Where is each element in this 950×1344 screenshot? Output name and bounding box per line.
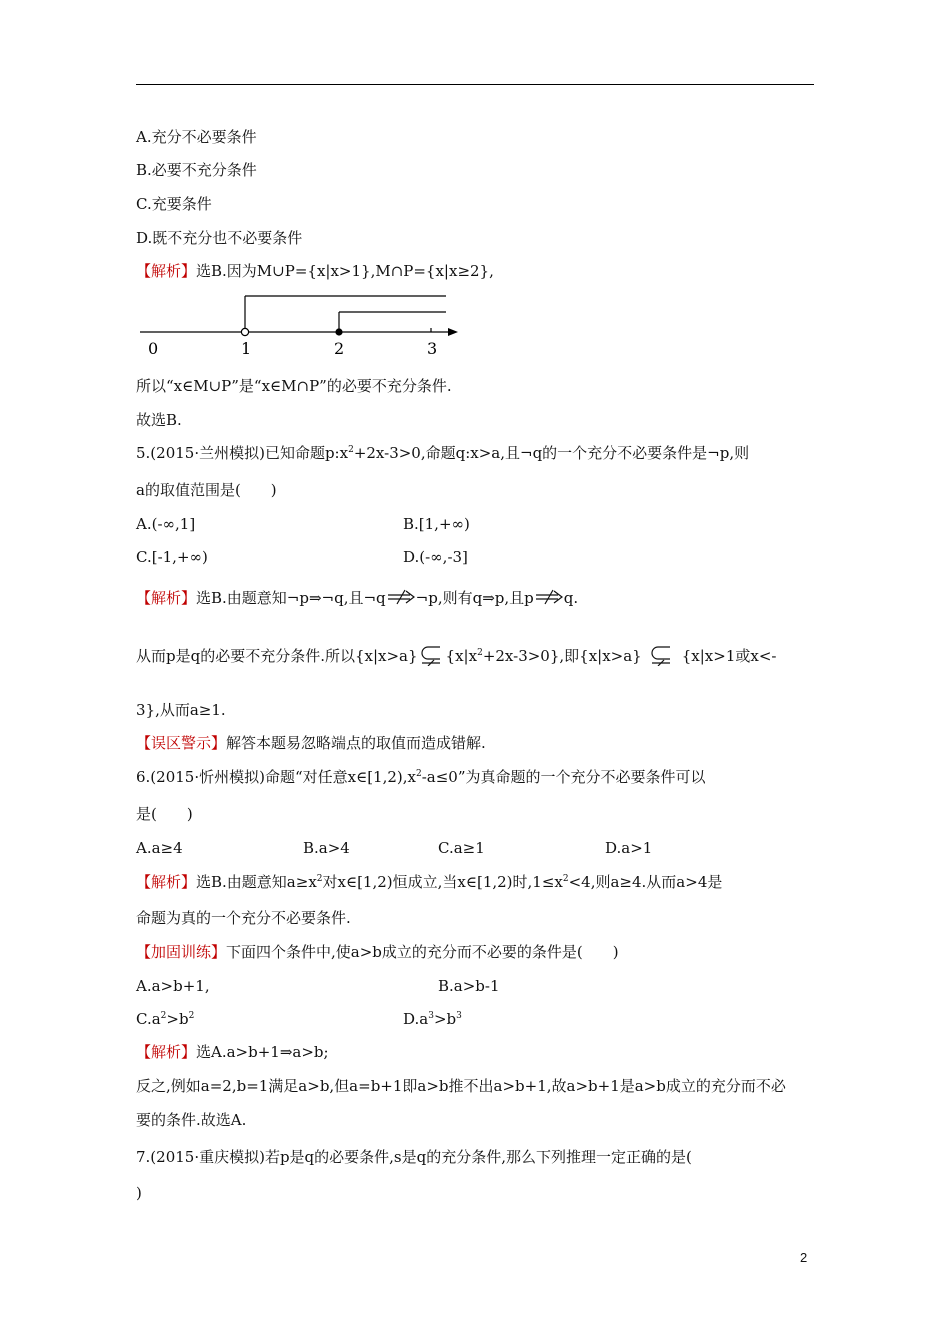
q7-stem-line2: ) (136, 1184, 142, 1202)
header-rule (136, 84, 814, 85)
option-a: A.充分不必要条件 (136, 128, 257, 146)
option-b: B.必要不充分条件 (136, 161, 257, 179)
reinforce-solution-tag: 【解析】 (136, 1043, 197, 1061)
analysis-4-conclusion: 所以“x∈M∪P”是“x∈M∩P”的必要不充分条件. (136, 377, 452, 395)
analysis-4: 【解析】选B.因为M∪P={x|x>1},M∩P={x|x≥2}, (136, 262, 494, 280)
not-implies-symbol (534, 587, 564, 607)
reinforce-option-b: B.a>b-1 (438, 977, 500, 995)
q5-solution-line1: 【解析】选B.由题意知¬p⇒¬q,且¬q ¬p,则有q⇒p,且p q. (136, 589, 579, 607)
q6-option-b: B.a>4 (303, 839, 350, 857)
analysis-tag: 【解析】 (136, 262, 197, 280)
reinforce-option-c: $C.a^2>b^2$ (136, 1010, 195, 1028)
option-c: C.充要条件 (136, 195, 212, 213)
open-point-1 (241, 328, 248, 335)
q5-option-c: C.[-1,+∞) (136, 548, 208, 566)
q5-warning: 【误区警示】解答本题易忽略端点的取值而造成错解. (136, 734, 486, 752)
proper-subset-symbol (418, 644, 446, 666)
q6-solution-line1: 【解析】选B.由题意知$a\ge x^2$对x∈[1,2)恒成立,当x∈[1,2)时$,1\le x^2<4$,则a≥4.从而a>4是 (136, 873, 723, 891)
warning-tag: 【误区警示】 (136, 734, 227, 752)
reinforce-solution-line1: 【解析】选A.a>b+1⇒a>b; (136, 1043, 329, 1061)
q6-stem-line1: 6.(2015·忻州模拟)命题“对任意$x\in[1,2),x^2-a\le 0$”为真命题的一个充分不必要条件可以 (136, 768, 706, 786)
label-0: 0 (148, 339, 159, 358)
q5-option-b: B.[1,+∞) (403, 515, 470, 533)
q6-option-a: A.a≥4 (136, 839, 183, 857)
q5-solution-tag: 【解析】 (136, 589, 197, 607)
axis-arrow (448, 328, 458, 336)
reinforce-solution-line3: 要的条件.故选A. (136, 1111, 247, 1129)
reinforce-solution-line2: 反之,例如a=2,b=1满足a>b,但a=b+1即a>b推不出a>b+1,故a>b+1是a>b成立的充分而不必 (136, 1077, 786, 1095)
q6-stem-line2: 是( ) (136, 805, 193, 823)
page-number: 2 (800, 1250, 808, 1265)
not-implies-symbol (386, 587, 416, 607)
number-line-figure (136, 292, 466, 362)
closed-point-2 (335, 328, 342, 335)
q5-option-a: A.(-∞,1] (136, 515, 196, 533)
option-d: D.既不充分也不必要条件 (136, 229, 303, 247)
label-1: 1 (241, 339, 252, 358)
analysis-4-final: 故选B. (136, 411, 182, 429)
q6-option-c: C.a≥1 (438, 839, 485, 857)
q5-stem-line1: 5.(2015·兰州模拟)已知命题$p:x^2+2x-3>0$,命题q:x>a,且¬q的一个充分不必要条件是¬p,则 (136, 444, 750, 462)
reinforce-option-d: $D.a^3>b^3$ (403, 1010, 462, 1028)
q5-solution-line3: 3},从而a≥1. (136, 701, 226, 719)
label-3: 3 (427, 339, 438, 358)
q6-option-d: D.a>1 (605, 839, 653, 857)
q7-stem-line1: 7.(2015·重庆模拟)若p是q的必要条件,s是q的充分条件,那么下列推理一定正确的是( (136, 1148, 692, 1166)
proper-subset-symbol (642, 644, 682, 666)
q6-solution-line2: 命题为真的一个充分不必要条件. (136, 909, 351, 927)
q6-solution-tag: 【解析】 (136, 873, 197, 891)
reinforce-option-a: A.a>b+1, (136, 977, 210, 995)
reinforce-stem: 【加固训练】下面四个条件中,使a>b成立的充分而不必要的条件是( ) (136, 943, 619, 961)
q5-option-d: D.(-∞,-3] (403, 548, 468, 566)
label-2: 2 (334, 339, 345, 358)
q5-stem-line2: a的取值范围是( ) (136, 481, 277, 499)
q5-solution-line2: 从而p是q的必要不充分条件.所以{x|x>a} $\{x|x^2+2x-3>0\}$,即{x|x>a} {x|x>1或x<- (136, 644, 776, 666)
reinforce-tag: 【加固训练】 (136, 943, 227, 961)
